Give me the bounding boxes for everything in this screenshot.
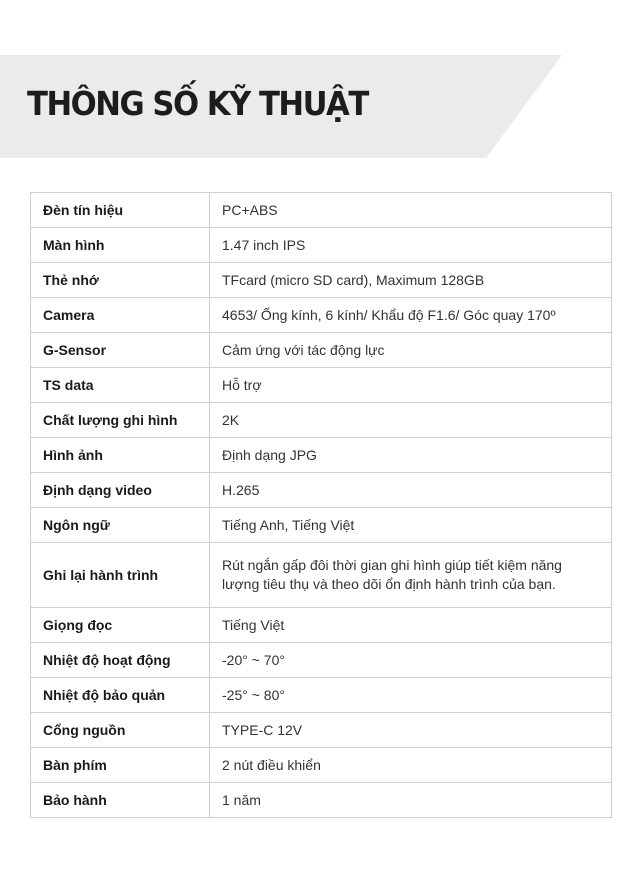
spec-row (31, 678, 612, 713)
spec-row (31, 543, 612, 608)
spec-value: Cảm ứng với tác động lực (210, 333, 612, 368)
spec-table (30, 192, 612, 818)
spec-label: Màn hình (31, 228, 210, 263)
spec-row (31, 298, 612, 333)
spec-label: Bảo hành (31, 783, 210, 818)
spec-label: Ghi lại hành trình (31, 543, 210, 608)
spec-label: Chất lượng ghi hình (31, 403, 210, 438)
spec-label: Bàn phím (31, 748, 210, 783)
spec-label: TS data (31, 368, 210, 403)
spec-row (31, 193, 612, 228)
spec-label: Cổng nguồn (31, 713, 210, 748)
spec-value: Định dạng JPG (210, 438, 612, 473)
spec-value: TFcard (micro SD card), Maximum 128GB (210, 263, 612, 298)
spec-label: Đèn tín hiệu (31, 193, 210, 228)
spec-row (31, 438, 612, 473)
spec-row (31, 263, 612, 298)
spec-row (31, 368, 612, 403)
spec-value: 1.47 inch IPS (210, 228, 612, 263)
spec-value: Tiếng Anh, Tiếng Việt (210, 508, 612, 543)
spec-row (31, 608, 612, 643)
spec-value: TYPE-C 12V (210, 713, 612, 748)
spec-row (31, 713, 612, 748)
spec-row (31, 643, 612, 678)
spec-label: G-Sensor (31, 333, 210, 368)
spec-value: PC+ABS (210, 193, 612, 228)
spec-value: Tiếng Việt (210, 608, 612, 643)
spec-label: Ngôn ngữ (31, 508, 210, 543)
spec-row (31, 508, 612, 543)
spec-value: 2 nút điều khiển (210, 748, 612, 783)
spec-value: Hỗ trợ (210, 368, 612, 403)
spec-row (31, 783, 612, 818)
spec-label: Nhiệt độ bảo quản (31, 678, 210, 713)
spec-row (31, 403, 612, 438)
spec-value: -25° ~ 80° (210, 678, 612, 713)
spec-row (31, 333, 612, 368)
spec-value: H.265 (210, 473, 612, 508)
spec-label: Camera (31, 298, 210, 333)
spec-row (31, 228, 612, 263)
spec-value: Rút ngắn gấp đôi thời gian ghi hình giúp tiết kiệm năng lượng tiêu thụ và theo dõi ổn định hành trình của bạn. (210, 543, 612, 608)
spec-value: 1 năm (210, 783, 612, 818)
spec-row (31, 748, 612, 783)
spec-label: Định dạng video (31, 473, 210, 508)
spec-row (31, 473, 612, 508)
spec-label: Hình ảnh (31, 438, 210, 473)
spec-value: -20° ~ 70° (210, 643, 612, 678)
spec-label: Thẻ nhớ (31, 263, 210, 298)
page-title: THÔNG SỐ KỸ THUẬT (27, 84, 368, 123)
spec-label: Nhiệt độ hoạt động (31, 643, 210, 678)
spec-value: 4653/ Ống kính, 6 kính/ Khẩu độ F1.6/ Góc quay 170º (210, 298, 612, 333)
spec-label: Giọng đọc (31, 608, 210, 643)
spec-value: 2K (210, 403, 612, 438)
